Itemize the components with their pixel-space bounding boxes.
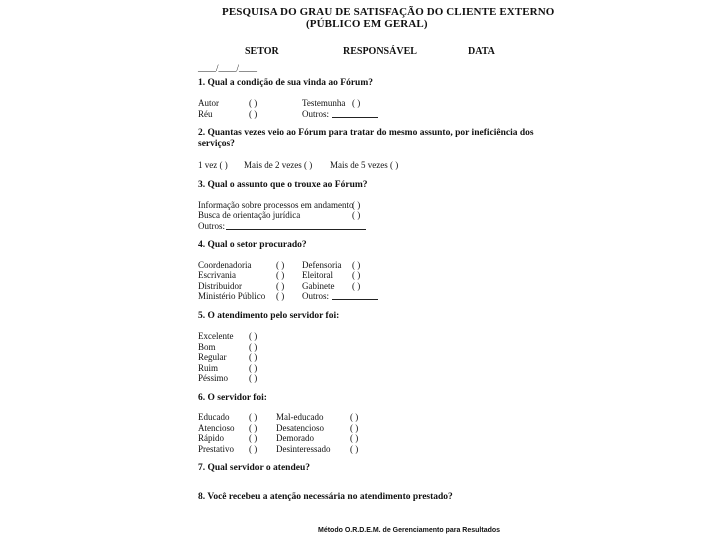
q6-right-label: Desatencioso: [276, 423, 324, 433]
q3-option-2-checkbox[interactable]: ( ): [352, 210, 361, 220]
q1-outros-label: Outros:: [302, 109, 329, 119]
q3-option-1-label: Informação sobre processos em andamento: [198, 200, 354, 210]
q6-right-checkbox[interactable]: ( ): [350, 433, 359, 443]
q4-right-checkbox[interactable]: ( ): [352, 281, 361, 291]
q6-right-label: Mal-educado: [276, 412, 324, 422]
q6-left-label: Rápido: [198, 433, 224, 443]
q5-option-label: Bom: [198, 342, 216, 352]
q1-outros-field[interactable]: [332, 109, 378, 118]
q1-testemunha-checkbox[interactable]: ( ): [352, 98, 361, 108]
q6-right-checkbox[interactable]: ( ): [350, 423, 359, 433]
question-4: 4. Qual o setor procurado?: [198, 240, 307, 250]
q4-right-checkbox[interactable]: ( ): [352, 260, 361, 270]
q3-option-1-checkbox[interactable]: ( ): [352, 200, 361, 210]
q2-option-3[interactable]: Mais de 5 vezes ( ): [330, 160, 399, 170]
q3-outros-field[interactable]: [226, 221, 366, 230]
form-subtitle: (PÚBLICO EM GERAL): [306, 18, 428, 30]
question-3: 3. Qual o assunto que o trouxe ao Fórum?: [198, 180, 368, 190]
q6-left-checkbox[interactable]: ( ): [249, 423, 258, 433]
q5-checkbox[interactable]: ( ): [249, 331, 258, 341]
q4-right-label: Defensoria: [302, 260, 342, 270]
footer-method: Método O.R.D.E.M. de Gerenciamento para Resultados: [318, 527, 501, 534]
form-title: PESQUISA DO GRAU DE SATISFAÇÃO DO CLIENTE EXTERNO: [222, 6, 555, 18]
q2-option-2[interactable]: Mais de 2 vezes ( ): [244, 160, 313, 170]
q5-option-label: Excelente: [198, 331, 234, 341]
q4-right-label: Eleitoral: [302, 270, 333, 280]
q6-right-checkbox[interactable]: ( ): [350, 444, 359, 454]
q4-left-checkbox[interactable]: ( ): [276, 270, 285, 280]
question-7: 7. Qual servidor o atendeu?: [198, 463, 310, 473]
q6-right-label: Demorado: [276, 433, 314, 443]
q4-outros-field[interactable]: [332, 291, 378, 300]
date-line: ____/____/____: [198, 63, 258, 73]
setor-label: SETOR: [245, 46, 279, 57]
q4-left-checkbox[interactable]: ( ): [276, 281, 285, 291]
q1-testemunha-label: Testemunha: [302, 98, 346, 108]
question-8: 8. Você recebeu a atenção necessária no atendimento prestado?: [198, 492, 453, 502]
q4-left-label: Coordenadoria: [198, 260, 252, 270]
q4-right-label: Gabinete: [302, 281, 335, 291]
q4-left-checkbox[interactable]: ( ): [276, 260, 285, 270]
q5-option-label: Ruim: [198, 363, 219, 373]
q4-left-checkbox[interactable]: ( ): [276, 291, 285, 301]
q1-autor-checkbox[interactable]: ( ): [249, 98, 258, 108]
q1-reu-label: Réu: [198, 109, 213, 119]
q6-right-label: Desinteressado: [276, 444, 331, 454]
q6-left-label: Atencioso: [198, 423, 235, 433]
q4-left-label: Ministério Público: [198, 291, 266, 301]
q4-right-label: Outros:: [302, 291, 329, 301]
q6-left-label: Educado: [198, 412, 230, 422]
q3-option-2-label: Busca de orientação jurídica: [198, 210, 301, 220]
q5-checkbox[interactable]: ( ): [249, 363, 258, 373]
question-5: 5. O atendimento pelo servidor foi:: [198, 311, 340, 321]
q5-checkbox[interactable]: ( ): [249, 342, 258, 352]
q1-autor-label: Autor: [198, 98, 219, 108]
data-label: DATA: [468, 46, 495, 57]
question-2-line2: serviços?: [198, 139, 235, 149]
q4-left-label: Escrivania: [198, 270, 236, 280]
q4-right-checkbox[interactable]: ( ): [352, 270, 361, 280]
q6-left-checkbox[interactable]: ( ): [249, 433, 258, 443]
q4-left-label: Distribuidor: [198, 281, 242, 291]
q3-outros-label: Outros:: [198, 221, 225, 231]
q5-option-label: Péssimo: [198, 373, 229, 383]
q2-option-1[interactable]: 1 vez ( ): [198, 160, 228, 170]
q5-option-label: Regular: [198, 352, 227, 362]
q5-checkbox[interactable]: ( ): [249, 352, 258, 362]
q6-right-checkbox[interactable]: ( ): [350, 412, 359, 422]
q6-left-label: Prestativo: [198, 444, 234, 454]
responsavel-label: RESPONSÁVEL: [343, 46, 417, 57]
q1-reu-checkbox[interactable]: ( ): [249, 109, 258, 119]
question-6: 6. O servidor foi:: [198, 393, 267, 403]
q6-left-checkbox[interactable]: ( ): [249, 444, 258, 454]
question-2-line1: 2. Quantas vezes veio ao Fórum para tratar do mesmo assunto, por ineficiência dos: [198, 128, 534, 138]
q6-left-checkbox[interactable]: ( ): [249, 412, 258, 422]
q5-checkbox[interactable]: ( ): [249, 373, 258, 383]
question-1: 1. Qual a condição de sua vinda ao Fórum?: [198, 78, 373, 88]
